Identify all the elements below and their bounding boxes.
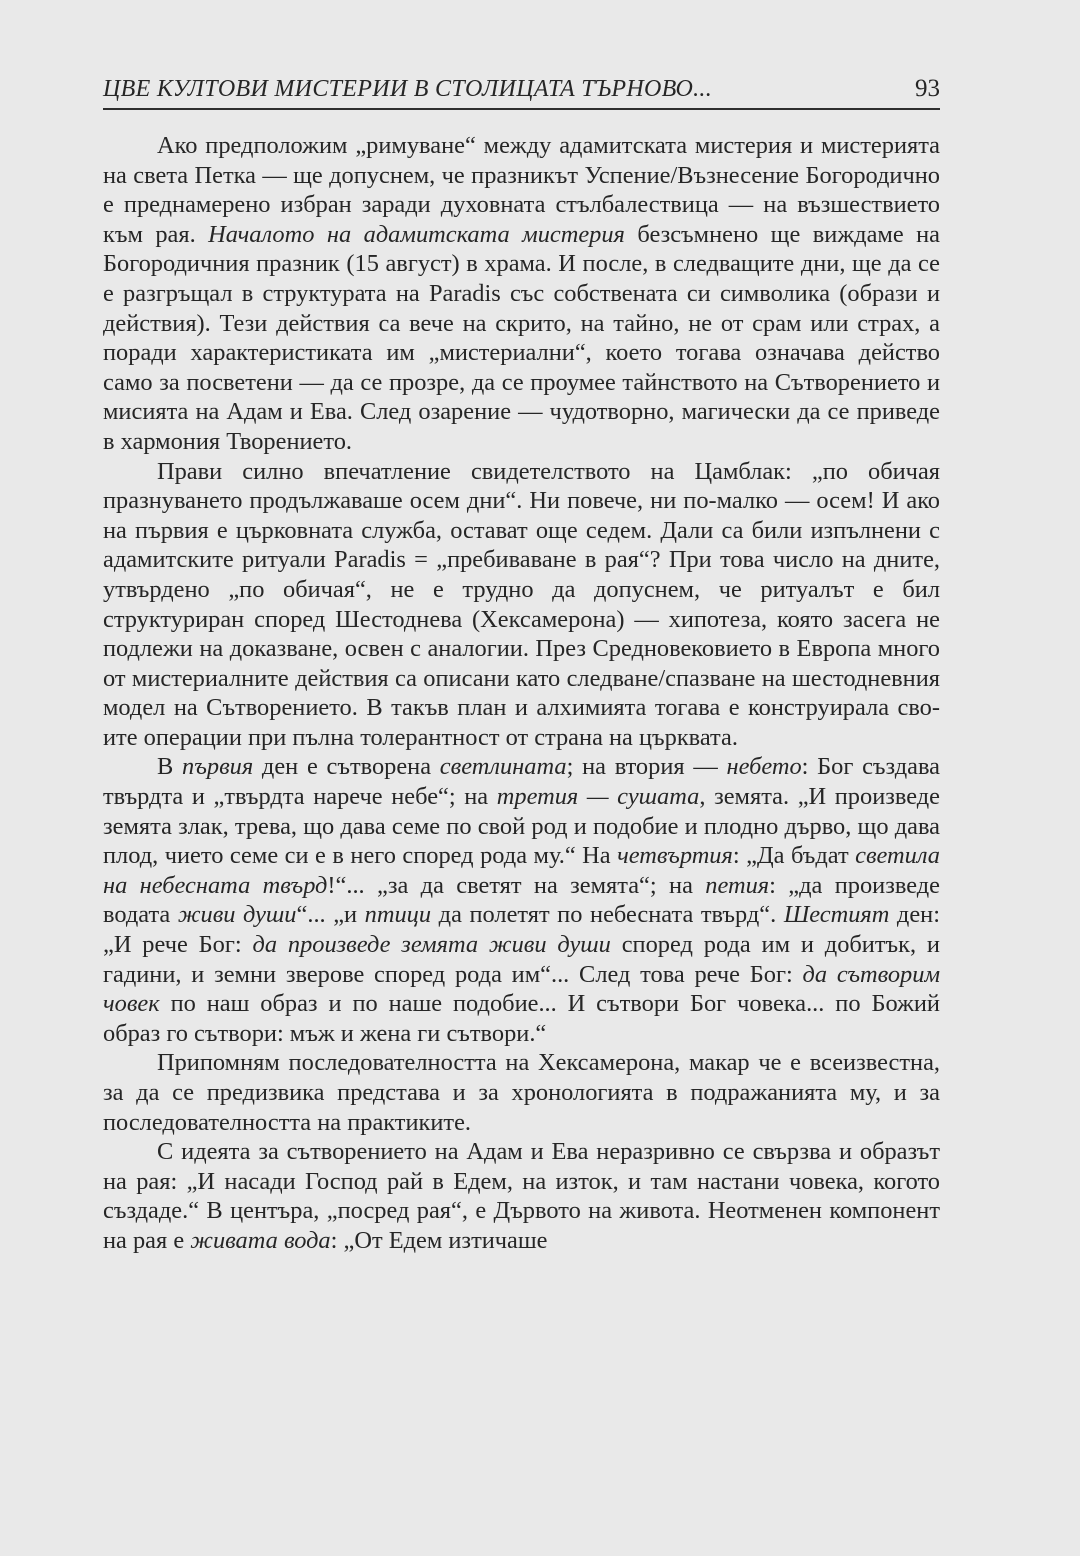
- italic-text: четвъртия: [617, 842, 733, 870]
- paragraph: [103, 1048, 940, 1137]
- paragraph: [103, 131, 940, 457]
- paragraph: [103, 1137, 940, 1255]
- text-run: Ако предположим „римуване“ между адамитската мистерия и мистерията на света Петка — ще допуснем, че празникът Успение/Възнесение Богородично е преднамерено избран заради духовната стълбалествица — на възшествието към рая.: [103, 132, 940, 248]
- text-run: по наш образ и по наше подобие... И сътвори Бог човека... по Божий образ го сътвори: мъж и жена ги сътвори.“: [103, 990, 940, 1047]
- italic-text: Шестият: [783, 901, 890, 929]
- paragraph: [103, 752, 940, 1048]
- italic-text: небето: [726, 753, 802, 781]
- italic-text: светлината: [439, 753, 567, 781]
- text-run: да полетят по небесната твърд“.: [431, 901, 784, 929]
- italic-text: птици: [364, 901, 432, 929]
- text-run: !“... „за да светят на земята“; на: [327, 871, 706, 899]
- italic-text: да произведе земята живи души: [252, 931, 611, 959]
- text-run: ден: „И рече Бог:: [103, 901, 940, 959]
- italic-text: живата вода: [190, 1226, 331, 1254]
- italic-text: третия — сушата: [496, 783, 700, 811]
- running-title: ЦВЕ КУЛТОВИ МИСТЕРИИ В СТОЛИЦАТА ТЪРНОВО...: [103, 76, 713, 102]
- text-run: С идеята за сътворението на Адам и Ева неразривно се свързва и образът на рая: „И насади Господ рай в Едем, на изток, и там настани човека, когото създаде.“ В центъра, „посред рая“, е Дървото на живота. Неотменен компонент на рая е: [103, 1138, 940, 1254]
- page-header: [103, 72, 940, 106]
- text-run: , земята. „И произведе земята злак, трева, що дава семе по свой род и подобие и плодно дърво, що дава плод, чието семе си е в него според рода му.“ На: [103, 783, 940, 870]
- italic-text: живи души: [177, 901, 297, 929]
- text-run: “... „и: [296, 901, 365, 929]
- text-run: безсъмнено ще виждаме на Богородичния празник (15 август) в храма. И после, в следващите дни, ще да се е разгръщал в структурата на Paradis със собствената си символика (образи и действия). Тези действия са вече на скрито, на тайно, не от срам или страх, а поради характеристиката им „мистериални“, което тогава означава действо само за посветени — да се прозре, да се проумее тайнството на Сътворението и мисията на Адам и Ева. След озарение — чудотворно, магически да се приведе в хармония Творението.: [103, 220, 941, 455]
- text-run: : „Да бъдат: [732, 842, 856, 870]
- italic-text: Началото на адамитската мистерия: [208, 220, 625, 248]
- header-rule: [103, 108, 940, 110]
- italic-text: светила на небесната твърд: [103, 842, 940, 899]
- text-run: : „да произведе водата: [103, 871, 940, 929]
- italic-text: първия: [182, 753, 254, 781]
- italic-text: петия: [705, 871, 770, 899]
- text-run: В: [157, 753, 183, 781]
- text-run: Прави силно впечатление свидетелството на Цамблак: „по обичая празнуването продължаваше осем дни“. Ни повече, ни по-малко — осем! И ако на първия е църковната служба, остават още седем. Дали са били изпълнени с адамитските ритуали Paradis = „пребиваване в рая“? При това число на дните, утвърдено „по обичая“, не е трудно да допуснем, че ритуалът е бил структуриран според Шестоднева (Хексамерона) — хипотеза, която засега не подлежи на доказване, освен с аналогии. През Средновековието в Европа много от мистериалните действия са описани като следване/спазване на шестодневния модел на Сътворението. В такъв план и алхимията тогава е конструирала своите операции при пълна толерантност от страна на църквата.: [103, 457, 940, 751]
- text-run: : „От Едем изтичаше: [330, 1226, 548, 1254]
- body-text: [103, 131, 940, 1256]
- page-number: 93: [915, 75, 940, 102]
- text-run: : Бог създава твърдта и „твърдта нарече небе“; на: [103, 753, 940, 811]
- text-run: според рода им и добитък, и гадини, и земни зверове според рода им“... След това рече Бог:: [103, 931, 940, 988]
- italic-text: да сътворим човек: [103, 960, 941, 1018]
- text-run: ; на втория —: [566, 753, 727, 781]
- text-run: Припомням последователността на Хексамерона, макар че е всеизвестна, за да се предизвика представа и за хронологията в подражанията му, и за последователността на практиките.: [103, 1049, 940, 1136]
- text-run: ден е сътворена: [253, 753, 440, 781]
- paragraph: [103, 457, 940, 753]
